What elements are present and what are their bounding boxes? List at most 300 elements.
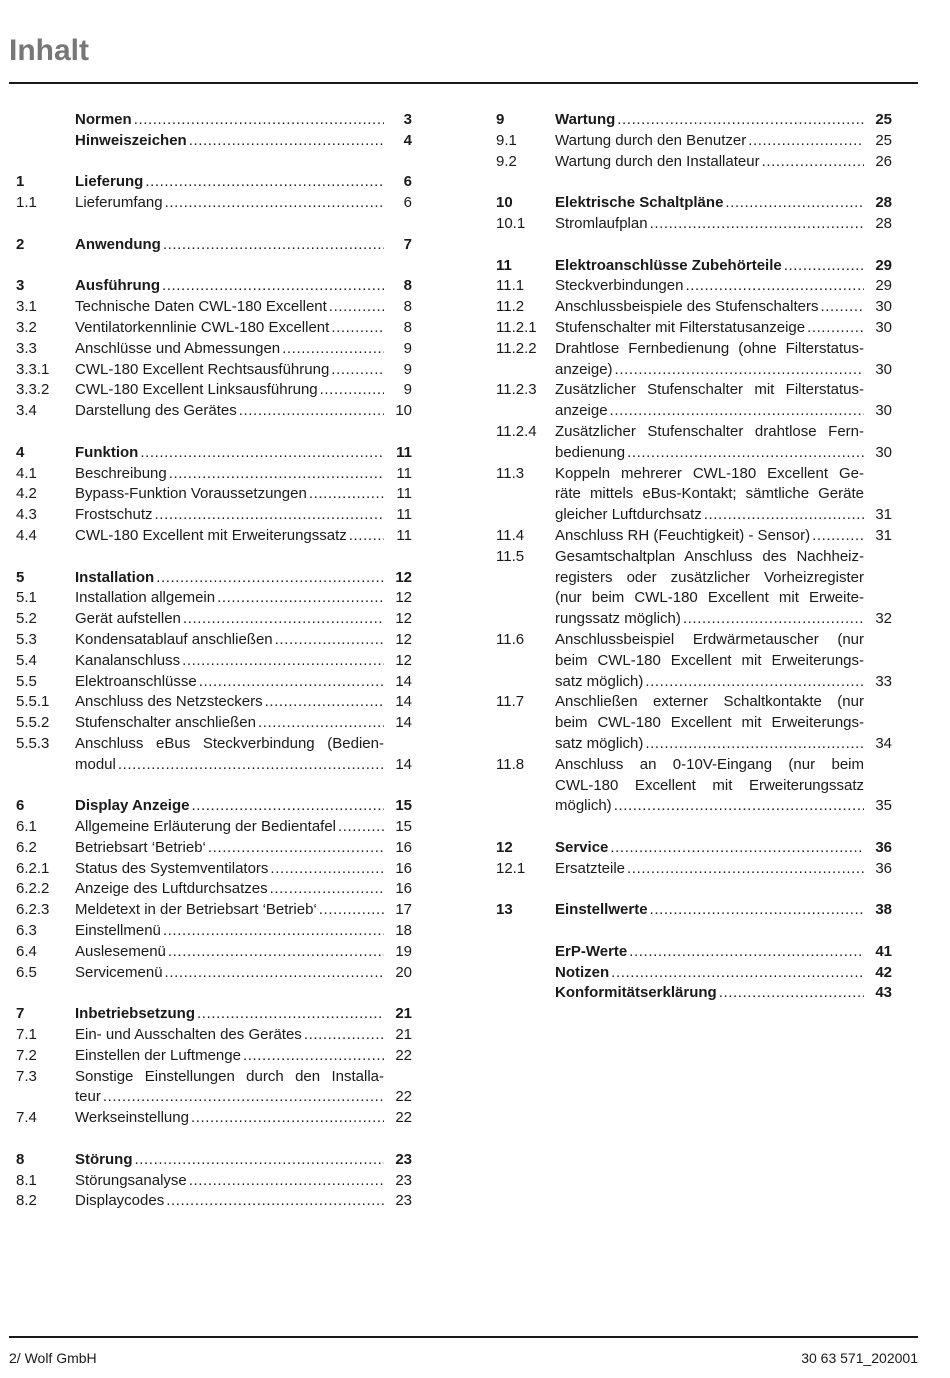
toc-entry[interactable] [16,380,412,401]
toc-entry[interactable] [16,1191,412,1212]
toc-entry[interactable] [16,1171,412,1192]
toc-chapter-entry[interactable] [16,131,412,152]
toc-entry[interactable] [16,651,412,672]
toc-entry-text: Wartung [555,111,616,128]
toc-entry-text: beim CWL-180 Excellent mit Erweiterungs- [555,651,864,669]
toc-entry-title [555,297,872,318]
toc-entry-page: 14 [395,672,412,690]
toc-entry[interactable] [496,547,892,630]
toc-entry-title [75,235,392,256]
toc-entry-text: Werkseinstellung [75,1109,189,1127]
toc-entry-title [75,942,392,963]
toc-dot-leader [627,859,864,880]
toc-entry-text: Service [555,838,609,856]
page-title: Inhalt [9,34,89,67]
toc-entry[interactable] [16,526,412,547]
toc-entry[interactable] [16,360,412,381]
toc-entry-number: 6.1 [16,818,37,836]
toc-entry-line [75,755,384,776]
toc-entry-number: 7.3 [16,1067,37,1085]
toc-entry-number: 6.2.3 [16,901,50,919]
toc-entry-page: 16 [395,838,412,856]
toc-entry[interactable] [16,900,412,921]
toc-entry-line [555,692,864,713]
toc-entry-text: satz möglich) [555,672,644,690]
toc-entry-number: 11.2.1 [496,318,537,336]
toc-dot-leader [349,526,384,547]
toc-entry-text: Elektroanschlüsse [75,672,197,690]
toc-entry-line [555,568,864,589]
toc-entry-title [75,963,392,984]
toc-entry-text: Einstellmenü [75,922,161,940]
toc-entry-text: (nur beim CWL-180 Excellent mit Erweite- [555,589,864,607]
toc-entry-title [75,859,392,880]
toc-entry-page: 16 [395,880,412,898]
toc-entry[interactable] [16,1046,412,1067]
toc-entry-page: 43 [875,984,892,1002]
toc-entry[interactable] [496,318,892,339]
toc-entry-page: 36 [875,838,892,856]
toc-dot-leader [165,193,384,214]
toc-entry[interactable] [496,380,892,422]
toc-entry-title [75,921,392,942]
toc-entry-line [75,942,384,963]
toc-entry-title [75,505,392,526]
toc-entry[interactable] [16,879,412,900]
toc-entry-text: Stufenschalter mit Filterstatusanzeige [555,318,806,336]
toc-entry[interactable] [16,297,412,318]
toc-entry-line [555,214,864,235]
toc-entry-text: Betriebsart ‘Betrieb‘ [75,838,206,856]
toc-dot-leader [685,276,864,297]
toc-entry-title [555,318,872,339]
toc-entry-title [75,692,392,713]
toc-entry-number: 11.3 [496,464,525,482]
toc-entry[interactable] [496,214,892,235]
toc-entry-text: Anschluss an 0-10V-Eingang (nur beim [555,755,864,773]
toc-entry-page: 4 [403,131,412,149]
toc-entry-text: Drahtlose Fernbedienung (ohne Filterstatus- [555,339,864,357]
toc-entry[interactable] [16,672,412,693]
toc-entry[interactable] [16,464,412,485]
toc-entry-line [75,734,384,755]
toc-entry-page: 41 [875,942,892,960]
toc-entry-line [75,1171,384,1192]
toc-entry-line [75,443,384,464]
toc-entry-page: 30 [875,298,892,316]
toc-entry-title [75,276,392,297]
toc-entry-text: teur [75,1088,101,1106]
toc-entry-number: 9 [496,111,505,128]
toc-entry[interactable] [496,131,892,152]
toc-entry-page: 25 [875,131,892,149]
toc-chapter-entry[interactable] [496,256,892,277]
toc-chapter-entry[interactable] [16,276,412,297]
toc-chapter-entry[interactable] [496,110,892,131]
toc-entry-line [555,339,864,360]
toc-entry-text: Frostschutz [75,506,153,524]
toc-entry-page: 42 [875,963,892,981]
toc-entry-title [555,942,872,963]
toc-entry-line [555,672,864,693]
toc-entry-title [555,193,872,214]
toc-entry[interactable] [16,1025,412,1046]
toc-entry-line [75,193,384,214]
toc-chapter-entry[interactable] [16,443,412,464]
toc-entry-line [75,963,384,984]
toc-entry-title [75,401,392,422]
toc-entry-text: anzeige) [555,360,613,378]
toc-dot-leader [135,1150,385,1171]
toc-column-right [496,110,892,1004]
toc-entry-line [75,1108,384,1129]
toc-entry-title [555,380,872,422]
toc-entry[interactable] [496,276,892,297]
toc-entry-text: beim CWL-180 Excellent mit Erweiterungs- [555,714,864,732]
toc-entry-line [75,401,384,422]
toc-entry[interactable] [16,963,412,984]
toc-entry-number: 4.1 [16,464,37,482]
toc-entry-line [75,526,384,547]
toc-spacer [16,256,412,277]
toc-entry[interactable] [16,193,412,214]
toc-entry-page: 12 [395,651,412,669]
toc-entry-text: Anschlussbeispiele des Stufenschalters [555,298,819,316]
toc-chapter-entry[interactable] [496,838,892,859]
toc-entry[interactable] [16,692,412,713]
toc-entry-number: 8 [16,1150,25,1168]
toc-entry[interactable] [16,817,412,838]
toc-entry-line [75,1046,384,1067]
toc-entry-line [75,651,384,672]
toc-entry-line [75,1087,384,1108]
toc-chapter-entry[interactable] [496,193,892,214]
toc-entry-page: 30 [875,402,892,420]
toc-entry[interactable] [16,484,412,505]
toc-entry-number: 5.3 [16,630,37,648]
toc-entry[interactable] [16,942,412,963]
toc-entry-number: 11.5 [496,547,525,565]
toc-dot-leader [812,526,864,547]
toc-entry-page: 11 [396,443,412,461]
toc-entry-line [555,630,864,651]
toc-entry-text: rungssatz möglich) [555,610,681,628]
toc-dot-leader [270,859,384,880]
toc-spacer [16,214,412,235]
toc-entry[interactable] [16,630,412,651]
toc-entry-text: modul [75,755,116,773]
footer-divider [9,1336,918,1338]
toc-entry-title [75,651,392,672]
toc-entry[interactable] [16,1108,412,1129]
toc-entry-number: 8.2 [16,1192,37,1210]
toc-entry-page: 9 [403,381,412,399]
toc-entry-title [75,193,392,214]
toc-entry[interactable] [16,1067,412,1109]
toc-dot-leader [331,360,384,381]
toc-dot-leader [270,879,384,900]
toc-entry-text: Ausführung [75,277,160,295]
toc-entry-line [555,193,864,214]
toc-chapter-entry[interactable] [16,235,412,256]
toc-entry-number: 5 [16,568,25,586]
toc-entry-line [75,1150,384,1171]
toc-entry[interactable] [16,505,412,526]
toc-spacer [16,422,412,443]
toc-dot-leader [338,817,384,838]
toc-entry-number: 6.2 [16,838,37,856]
toc-entry-text: Lieferung [75,173,144,191]
toc-entry-line [555,859,864,880]
toc-entry-line [75,796,384,817]
toc-entry[interactable] [16,859,412,880]
toc-entry-number: 5.4 [16,651,37,669]
toc-entry-line [555,152,864,173]
toc-dot-leader [610,401,864,422]
toc-entry-text: Anwendung [75,235,161,253]
toc-entry-number: 9.2 [496,152,517,170]
toc-entry-page: 19 [395,942,412,960]
toc-entry-text: Bypass-Funktion Voraussetzungen [75,485,307,503]
toc-dot-leader [762,152,864,173]
toc-entry[interactable] [16,318,412,339]
toc-entry-number: 1.1 [16,194,37,212]
toc-entry-page: 22 [395,1109,412,1127]
toc-dot-leader [163,921,384,942]
toc-entry-page: 8 [403,298,412,316]
footer-publisher: 2/ Wolf GmbH [9,1350,97,1366]
toc-entry-number: 10 [496,194,513,212]
toc-entry-text: Zusätzlicher Stufenschalter drahtlose Fern- [555,422,864,440]
toc-chapter-entry[interactable] [496,942,892,963]
toc-entry-line [75,859,384,880]
toc-entry-line [75,1067,384,1088]
toc-dot-leader [182,651,384,672]
toc-entry-page: 12 [395,610,412,628]
toc-entry-line [75,672,384,693]
toc-entry-text: Anschluss eBus Steckverbindung (Bedien- [75,734,384,752]
toc-dot-leader [165,963,384,984]
toc-dot-leader [683,609,864,630]
toc-entry-line [75,1191,384,1212]
toc-entry-page: 36 [875,859,892,877]
toc-dot-leader [265,692,384,713]
toc-entry-text: Display Anzeige [75,797,190,815]
toc-entry-page: 15 [395,818,412,836]
toc-entry-page: 12 [395,568,412,586]
toc-entry-page: 22 [395,1046,412,1064]
toc-entry[interactable] [16,713,412,734]
toc-entry-text: Störung [75,1150,133,1168]
toc-entry-text: Koppeln mehrerer CWL-180 Excellent Ge- [555,464,864,482]
toc-entry[interactable] [496,152,892,173]
toc-entry[interactable] [496,755,892,817]
toc-spacer [16,547,412,568]
toc-entry-page: 34 [875,734,892,752]
toc-entry-line [75,1004,384,1025]
toc-entry-line [555,588,864,609]
toc-chapter-entry[interactable] [496,900,892,921]
toc-entry-number: 6.5 [16,963,37,981]
toc-entry-page: 28 [875,194,892,212]
toc-entry-line [555,734,864,755]
toc-entry-line [555,983,864,1004]
toc-entry-number: 6.2.1 [16,859,50,877]
toc-entry-line [75,900,384,921]
toc-entry-number: 5.5.2 [16,714,50,732]
toc-entry-number: 11.2 [496,298,525,316]
toc-dot-leader [784,256,864,277]
toc-dot-leader [704,505,864,526]
toc-entry-page: 14 [395,714,412,732]
toc-chapter-entry[interactable] [496,983,892,1004]
toc-entry-text: Anschlüsse und Abmessungen [75,339,281,357]
toc-entry-title [75,131,392,152]
toc-entry-line [555,526,864,547]
toc-entry-text: Normen [75,111,132,128]
toc-entry-line [75,172,384,193]
toc-spacer [16,776,412,797]
toc-entry-line [75,630,384,651]
toc-entry-line [555,713,864,734]
toc-entry[interactable] [16,339,412,360]
toc-entry-line [555,360,864,381]
toc-entry-line [555,505,864,526]
toc-dot-leader [191,1108,384,1129]
toc-entry-line [75,568,384,589]
toc-entry-text: Elektrische Schaltpläne [555,194,724,212]
toc-entry-page: 23 [395,1150,412,1168]
footer-document-number: 30 63 571_202001 [801,1350,918,1366]
toc-entry[interactable] [496,422,892,464]
toc-entry-number: 11.1 [496,277,525,295]
toc-entry-page: 12 [395,630,412,648]
toc-dot-leader [155,505,384,526]
toc-chapter-entry[interactable] [16,1004,412,1025]
toc-entry-number: 1 [16,173,25,191]
toc-dot-leader [217,588,384,609]
toc-entry-page: 8 [403,318,412,336]
toc-entry-text: Lieferumfang [75,194,163,212]
toc-entry-page: 21 [395,1026,412,1044]
toc-entry[interactable] [496,692,892,754]
toc-entry-page: 14 [395,693,412,711]
toc-entry-text: Anschluss RH (Feuchtigkeit) - Sensor) [555,526,811,544]
toc-entry-line [75,879,384,900]
toc-dot-leader [208,838,384,859]
toc-entry-number: 12 [496,838,513,856]
toc-entry-title [75,297,392,318]
toc-entry-page: 9 [403,360,412,378]
toc-entry-line [555,297,864,318]
toc-entry-page: 35 [875,797,892,815]
toc-entry-title [555,755,872,817]
toc-entry-page: 32 [875,610,892,628]
toc-entry-line [555,256,864,277]
toc-entry-text: satz möglich) [555,734,644,752]
toc-entry-page: 11 [396,506,412,524]
toc-chapter-entry[interactable] [16,568,412,589]
toc-chapter-entry[interactable] [16,796,412,817]
toc-entry-title [75,1150,392,1171]
toc-entry-title [75,1171,392,1192]
toc-entry[interactable] [16,734,412,776]
toc-entry[interactable] [496,859,892,880]
toc-entry-number: 3.3 [16,339,37,357]
toc-entry-text: Anschließen externer Schaltkontakte (nur [555,693,864,711]
toc-entry-number: 10.1 [496,214,526,232]
toc-dot-leader [140,443,384,464]
toc-entry[interactable] [16,921,412,942]
toc-entry[interactable] [496,526,892,547]
toc-entry-text: CWL-180 Excellent Rechtsausführung [75,360,330,378]
toc-chapter-entry[interactable] [16,1150,412,1171]
header-divider [9,82,918,84]
toc-dot-leader [258,713,384,734]
toc-entry-title [75,588,392,609]
toc-entry-page: 25 [875,111,892,128]
toc-dot-leader [627,443,864,464]
toc-entry[interactable] [16,838,412,859]
toc-entry-title [75,609,392,630]
toc-dot-leader [189,1171,384,1192]
toc-entry[interactable] [16,588,412,609]
toc-entry-text: Darstellung des Gerätes [75,402,237,420]
toc-entry-text: Anschlussbeispiel Erdwärmetauscher (nur [555,630,864,648]
toc-entry-line [75,380,384,401]
toc-entry-line [75,110,384,131]
toc-entry-line [555,276,864,297]
toc-entry-text: registers oder zusätzlicher Vorheizregister [555,568,864,586]
toc-entry-text: Ventilatorkennlinie CWL-180 Excellent [75,318,330,336]
toc-dot-leader [748,131,864,152]
toc-entry-page: 33 [875,672,892,690]
toc-entry-text: Gesamtschaltplan Anschluss des Nachheiz- [555,547,864,565]
toc-entry[interactable] [16,609,412,630]
toc-entry-title [75,1067,392,1109]
toc-entry-line [75,360,384,381]
toc-entry-number: 3.1 [16,298,37,316]
toc-entry[interactable] [16,401,412,422]
toc-entry-number: 6.4 [16,942,37,960]
toc-entry[interactable] [496,297,892,318]
toc-entry-title [75,1191,392,1212]
toc-entry-line [75,817,384,838]
toc-chapter-entry[interactable] [16,172,412,193]
toc-entry-page: 11 [396,526,412,544]
toc-entry-page: 23 [395,1171,412,1189]
toc-dot-leader [725,193,864,214]
toc-chapter-entry[interactable] [16,110,412,131]
toc-entry-text: Status des Systemventilators [75,859,269,877]
toc-chapter-entry[interactable] [496,963,892,984]
toc-entry-number: 5.5.3 [16,734,50,752]
toc-entry-text: Störungsanalyse [75,1171,187,1189]
toc-entry[interactable] [496,339,892,381]
toc-entry-text: Technische Daten CWL-180 Excellent [75,298,327,316]
toc-entry-number: 2 [16,235,25,253]
toc-entry-number: 6.3 [16,922,37,940]
toc-entry-page: 22 [395,1088,412,1106]
toc-entry[interactable] [496,630,892,692]
toc-entry-text: Gerät aufstellen [75,610,181,628]
toc-entry-text: Installation allgemein [75,589,216,607]
toc-entry-page: 14 [395,755,412,773]
toc-dot-leader [807,318,864,339]
toc-entry-line [75,464,384,485]
toc-entry-line [555,110,864,131]
toc-entry[interactable] [496,464,892,526]
